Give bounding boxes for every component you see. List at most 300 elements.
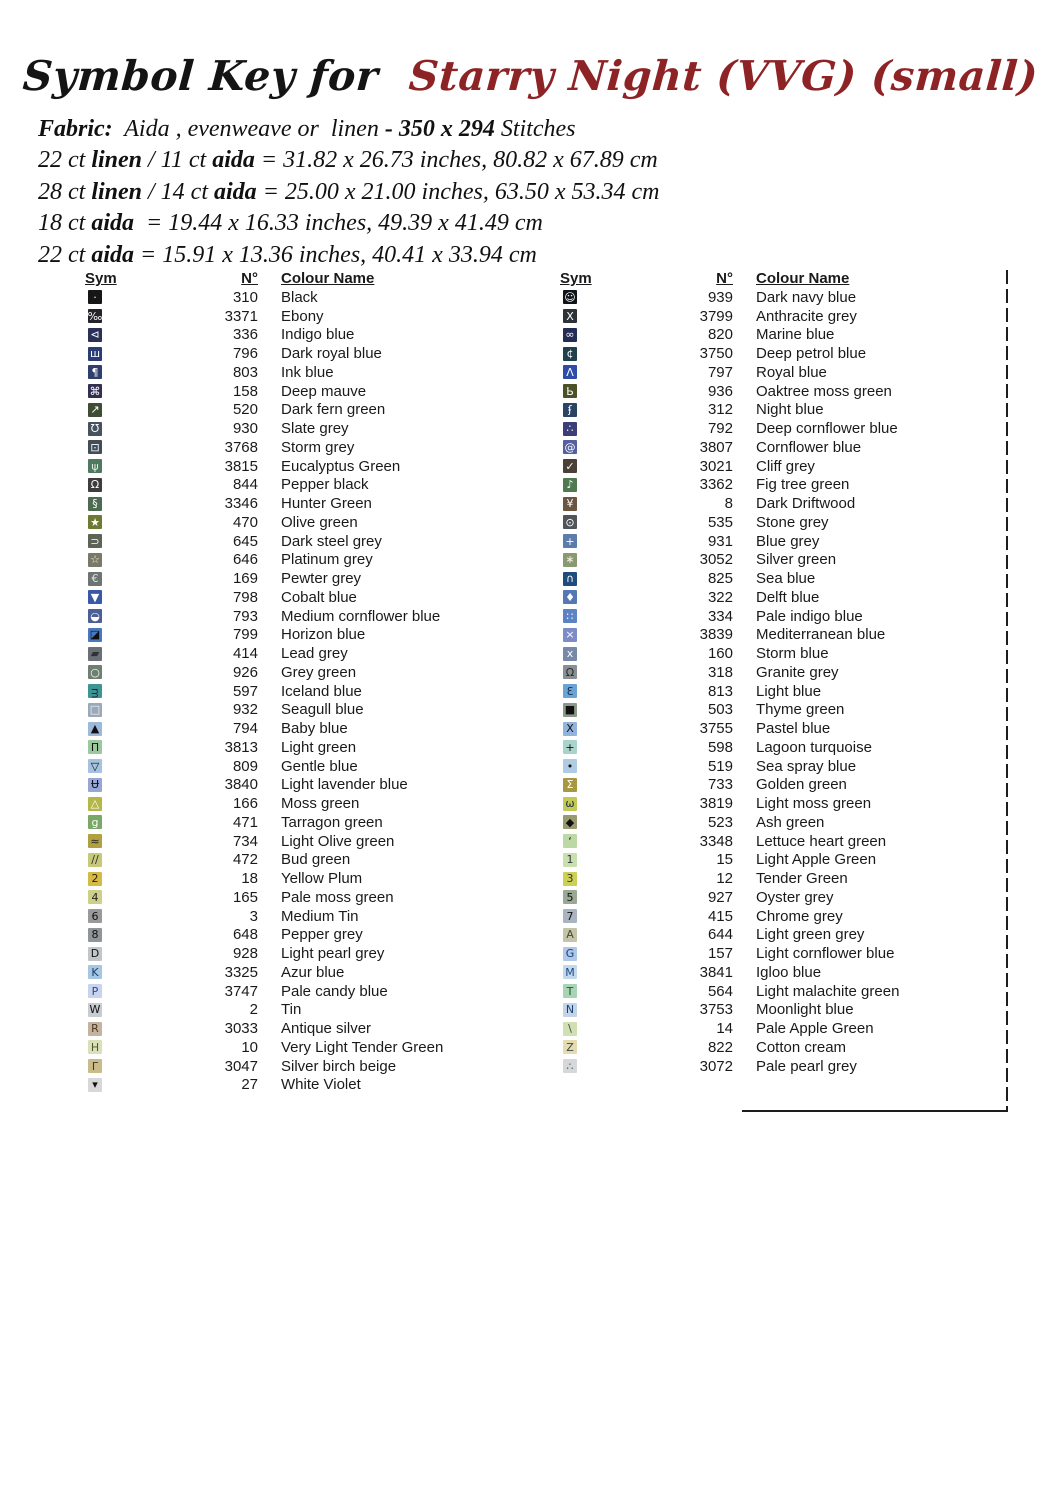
symbol-tile: ⌘	[89, 384, 101, 398]
page-title	[0, 52, 1060, 100]
colour-name: Granite grey	[756, 663, 839, 681]
thread-number: 797	[707, 363, 733, 381]
thread-number: 470	[232, 513, 258, 531]
key-row	[85, 569, 443, 588]
symbol-tile: ◆	[563, 815, 577, 829]
symbol-tile: ʄ	[563, 403, 577, 417]
colour-name: Lettuce heart green	[756, 832, 887, 850]
header-colour-name: Colour Name	[756, 270, 850, 287]
thread-number: 3348	[699, 832, 733, 850]
symbol-tile: 8	[88, 928, 102, 942]
key-row	[85, 344, 443, 363]
symbol-tile: G	[563, 947, 577, 961]
symbol-tile: ■	[564, 703, 576, 717]
colour-name: Storm grey	[281, 438, 355, 456]
thread-number: 3807	[699, 438, 733, 456]
colour-name: Dark Driftwood	[756, 495, 856, 513]
colour-name: Antique silver	[281, 1020, 372, 1038]
key-row	[560, 569, 899, 588]
colour-name: Moss green	[281, 795, 360, 813]
thread-number: 310	[232, 288, 258, 306]
key-row	[85, 832, 443, 851]
symbol-tile: ▲	[88, 722, 102, 736]
symbol-tile: N	[563, 1003, 577, 1017]
thread-number: 813	[707, 682, 733, 700]
key-row	[85, 776, 443, 795]
key-row	[85, 607, 443, 626]
symbol-tile: 6	[88, 909, 102, 923]
key-row	[560, 869, 899, 888]
header-sym: Sym	[560, 270, 592, 287]
key-row	[85, 326, 443, 345]
key-row	[85, 982, 443, 1001]
key-row	[85, 719, 443, 738]
colour-name: Storm blue	[756, 645, 829, 663]
fabric-text: = 19.44 x 16.33 inches, 49.39 x 41.49 cm	[134, 210, 543, 237]
key-table-header	[560, 269, 899, 288]
key-row	[85, 1019, 443, 1038]
fabric-text: aida	[212, 147, 255, 174]
thread-number: 3753	[699, 1001, 733, 1019]
thread-number: 10	[241, 1038, 258, 1056]
colour-name: Golden green	[756, 776, 847, 794]
key-row	[560, 719, 899, 738]
symbol-tile: T	[563, 984, 577, 998]
key-row	[560, 494, 899, 513]
symbol-tile: ▾	[88, 1078, 102, 1092]
thread-number: 799	[232, 626, 258, 644]
key-row	[85, 419, 443, 438]
key-row	[85, 738, 443, 757]
colour-name: Deep petrol blue	[756, 345, 867, 363]
table-bottom-border	[742, 1110, 1008, 1112]
thread-number: 646	[232, 551, 258, 569]
fabric-text: Stitches	[494, 116, 576, 142]
fabric-line	[38, 208, 1018, 239]
key-row	[85, 438, 443, 457]
symbol-tile: +	[563, 740, 577, 754]
symbol-tile: P	[88, 984, 102, 998]
key-row	[85, 532, 443, 551]
colour-name: Mediterranean blue	[756, 626, 886, 644]
colour-name: Chrome grey	[756, 907, 843, 925]
symbol-tile: ‘	[563, 834, 577, 848]
fabric-text: aida	[91, 210, 134, 237]
colour-name: Igloo blue	[756, 963, 822, 981]
key-row	[560, 907, 899, 926]
thread-number: 3021	[699, 457, 733, 475]
thread-number: 932	[232, 701, 258, 719]
thread-number: 312	[707, 401, 733, 419]
key-row	[560, 476, 899, 495]
thread-number: 792	[707, 420, 733, 438]
colour-name: Anthracite grey	[756, 307, 857, 325]
symbol-tile: R	[88, 1022, 102, 1036]
thread-number: 3325	[224, 963, 258, 981]
symbol-tile: ∩	[563, 572, 577, 586]
key-row	[85, 1076, 443, 1095]
thread-number: 930	[232, 420, 258, 438]
symbol-tile: ⊃	[88, 534, 102, 548]
key-row	[560, 363, 899, 382]
colour-name: Pale moss green	[281, 888, 394, 906]
fabric-text: Aida , evenweave or linen	[112, 116, 385, 142]
symbol-tile: ∷	[563, 609, 577, 623]
thread-number: 3840	[224, 776, 258, 794]
symbol-tile: ш	[89, 347, 101, 361]
symbol-tile: ★	[88, 515, 102, 529]
thread-number: 503	[707, 701, 733, 719]
key-row	[560, 1019, 899, 1038]
colour-name: Fig tree green	[756, 476, 850, 494]
symbol-tile: Ɛ	[563, 684, 577, 698]
colour-name: Ebony	[281, 307, 324, 325]
key-row	[560, 794, 899, 813]
fabric-text: = 25.00 x 21.00 inches, 63.50 x 53.34 cm	[256, 178, 660, 205]
key-row	[85, 663, 443, 682]
colour-name: Oyster grey	[756, 888, 834, 906]
key-row	[560, 513, 899, 532]
thread-number: 794	[232, 720, 258, 738]
thread-number: 166	[232, 795, 258, 813]
key-row	[85, 851, 443, 870]
fabric-text: aida	[91, 241, 134, 268]
key-row	[560, 776, 899, 795]
colour-name: Blue grey	[756, 532, 820, 550]
thread-number: 3750	[699, 345, 733, 363]
thread-number: 157	[707, 945, 733, 963]
thread-number: 8	[724, 495, 733, 513]
colour-name: Pepper grey	[281, 926, 363, 944]
thread-number: 3033	[224, 1020, 258, 1038]
symbol-tile: ·	[88, 290, 102, 304]
key-row	[560, 982, 899, 1001]
colour-name: Cobalt blue	[281, 588, 357, 606]
thread-number: 3371	[224, 307, 258, 325]
key-row	[85, 888, 443, 907]
thread-number: 2	[249, 1001, 258, 1019]
colour-name: Pale Apple Green	[756, 1020, 874, 1038]
key-row	[85, 926, 443, 945]
thread-number: 928	[232, 945, 258, 963]
colour-name: Pale indigo blue	[756, 607, 863, 625]
key-row	[560, 963, 899, 982]
thread-number: 3	[249, 907, 258, 925]
symbol-tile: Σ	[563, 778, 577, 792]
symbol-tile: H	[88, 1040, 102, 1054]
fabric-text: 22 ct	[38, 241, 92, 268]
symbol-tile: ⊙	[563, 515, 577, 529]
key-row	[85, 963, 443, 982]
colour-name: Olive green	[281, 513, 358, 531]
symbol-tile: ¶	[88, 365, 102, 379]
key-row	[85, 701, 443, 720]
symbol-tile: Z	[563, 1040, 577, 1054]
key-row	[560, 344, 899, 363]
thread-number: 18	[241, 870, 258, 888]
colour-name: Medium Tin	[281, 907, 359, 925]
thread-number: 644	[707, 926, 733, 944]
fabric-text: - 350 x 294	[384, 116, 495, 142]
thread-number: 3815	[224, 457, 258, 475]
thread-number: 3047	[224, 1057, 258, 1075]
symbol-tile: ∴	[563, 422, 577, 436]
thread-number: 798	[232, 588, 258, 606]
thread-number: 336	[232, 326, 258, 344]
symbol-tile: A	[563, 928, 577, 942]
header-number: N°	[241, 270, 258, 287]
symbol-tile: ✓	[563, 459, 577, 473]
thread-number: 645	[232, 532, 258, 550]
colour-name: Tender Green	[756, 870, 848, 888]
fabric-text: Fabric:	[38, 116, 113, 142]
header-number: N°	[716, 270, 733, 287]
colour-name: Dark royal blue	[281, 345, 382, 363]
symbol-tile: ∗	[563, 553, 577, 567]
symbol-tile: Π	[88, 740, 102, 754]
key-row	[560, 288, 899, 307]
colour-name: Pewter grey	[281, 570, 362, 588]
key-row	[560, 944, 899, 963]
symbol-tile: 3	[563, 872, 577, 886]
key-row	[560, 813, 899, 832]
symbol-tile: M	[563, 965, 577, 979]
fabric-text: = 31.82 x 26.73 inches, 80.82 x 67.89 cm	[254, 147, 658, 174]
symbol-tile: ∕∕	[88, 853, 102, 867]
thread-number: 322	[707, 588, 733, 606]
fabric-text: 28 ct	[38, 178, 92, 205]
colour-name: Tin	[281, 1001, 302, 1019]
colour-name: Oaktree moss green	[756, 382, 892, 400]
key-row	[560, 1038, 899, 1057]
key-row	[85, 1038, 443, 1057]
colour-name: Thyme green	[756, 701, 845, 719]
colour-name: Dark navy blue	[756, 288, 857, 306]
colour-name: Black	[281, 288, 318, 306]
thread-number: 3799	[699, 307, 733, 325]
key-row	[560, 551, 899, 570]
table-right-border	[1006, 270, 1008, 1110]
symbol-tile: ⊡	[88, 440, 102, 454]
symbol-tile: Λ	[563, 365, 577, 379]
key-column-1	[560, 269, 899, 1076]
colour-name: Light green grey	[756, 926, 865, 944]
colour-name: Light blue	[756, 682, 822, 700]
thread-number: 926	[232, 663, 258, 681]
fabric-text: 22 ct	[38, 147, 92, 174]
key-row	[85, 626, 443, 645]
colour-name: Yellow Plum	[281, 870, 363, 888]
colour-name: Light Apple Green	[756, 851, 877, 869]
title-pattern-name: Starry Night (VVG) (small)	[406, 52, 1040, 100]
key-row	[560, 626, 899, 645]
colour-name: Pepper black	[281, 476, 369, 494]
thread-number: 598	[707, 738, 733, 756]
symbol-tile: ℧	[88, 422, 102, 436]
thread-number: 3747	[224, 982, 258, 1000]
symbol-tile: 5	[563, 890, 577, 904]
symbol-tile: \	[563, 1022, 577, 1036]
symbol-tile: §	[88, 497, 102, 511]
key-row	[560, 926, 899, 945]
thread-number: 927	[707, 888, 733, 906]
fabric-text: aida	[214, 178, 257, 205]
key-row	[560, 457, 899, 476]
symbol-tile: D	[88, 947, 102, 961]
thread-number: 803	[232, 363, 258, 381]
key-row	[85, 401, 443, 420]
symbol-tile: Ω	[563, 665, 577, 679]
symbol-tile: ▽	[88, 759, 102, 773]
colour-name: Iceland blue	[281, 682, 362, 700]
symbol-tile: ♦	[563, 590, 577, 604]
colour-name: Light Olive green	[281, 832, 395, 850]
colour-name: Dark fern green	[281, 401, 386, 419]
symbol-tile: Χ	[563, 722, 577, 736]
symbol-tile: Ʉ	[88, 778, 102, 792]
key-row	[85, 476, 443, 495]
thread-number: 169	[232, 570, 258, 588]
key-row	[85, 644, 443, 663]
thread-number: 822	[707, 1038, 733, 1056]
colour-name: Night blue	[756, 401, 824, 419]
thread-number: 931	[707, 532, 733, 550]
symbol-tile: •	[563, 759, 577, 773]
thread-number: 939	[707, 288, 733, 306]
colour-name: Marine blue	[756, 326, 835, 344]
symbol-tile: g	[88, 815, 102, 829]
colour-name: Deep cornflower blue	[756, 420, 898, 438]
key-row	[85, 551, 443, 570]
key-row	[560, 644, 899, 663]
fabric-line	[38, 240, 1018, 271]
colour-name: Pastel blue	[756, 720, 831, 738]
key-row	[85, 288, 443, 307]
thread-number: 415	[707, 907, 733, 925]
symbol-tile: ∴	[563, 1059, 577, 1073]
symbol-tile: □	[89, 703, 101, 717]
thread-number: 520	[232, 401, 258, 419]
colour-name: Very Light Tender Green	[281, 1038, 444, 1056]
key-row	[560, 682, 899, 701]
key-row	[560, 832, 899, 851]
symbol-tile: ≈	[88, 834, 102, 848]
fabric-text: 18 ct	[38, 210, 92, 237]
key-table-header	[85, 269, 443, 288]
key-row	[85, 363, 443, 382]
key-row	[560, 1057, 899, 1076]
thread-number: 820	[707, 326, 733, 344]
symbol-tile: ▰	[88, 647, 102, 661]
thread-number: 160	[707, 645, 733, 663]
thread-number: 793	[232, 607, 258, 625]
colour-name: Azur blue	[281, 963, 345, 981]
colour-name: Pale pearl grey	[756, 1057, 857, 1075]
colour-name: Delft blue	[756, 588, 820, 606]
colour-name: Indigo blue	[281, 326, 355, 344]
colour-name: White Violet	[281, 1076, 361, 1094]
key-row	[560, 738, 899, 757]
thread-number: 3768	[224, 438, 258, 456]
thread-number: 27	[241, 1076, 258, 1094]
key-row	[560, 532, 899, 551]
key-row	[560, 326, 899, 345]
symbol-tile: ⊲	[88, 328, 102, 342]
thread-number: 334	[707, 607, 733, 625]
fabric-text: = 15.91 x 13.36 inches, 40.41 x 33.94 cm	[134, 241, 537, 268]
thread-number: 936	[707, 382, 733, 400]
title-prefix: Symbol Key for	[20, 52, 380, 100]
key-row	[560, 382, 899, 401]
key-row	[560, 1001, 899, 1020]
thread-number: 471	[232, 813, 258, 831]
colour-name: Silver green	[756, 551, 837, 569]
thread-number: 3755	[699, 720, 733, 738]
symbol-tile: ω	[563, 797, 577, 811]
symbol-tile: ▼	[88, 590, 102, 604]
thread-number: 564	[707, 982, 733, 1000]
thread-number: 734	[232, 832, 258, 850]
thread-number: 165	[232, 888, 258, 906]
colour-name: Bud green	[281, 851, 351, 869]
colour-name: Pale candy blue	[281, 982, 388, 1000]
thread-number: 844	[232, 476, 258, 494]
thread-number: 733	[707, 776, 733, 794]
symbol-tile: X	[563, 309, 577, 323]
key-row	[560, 757, 899, 776]
symbol-tile: ¢	[563, 347, 577, 361]
symbol-tile: W	[89, 1003, 101, 1017]
colour-name: Horizon blue	[281, 626, 366, 644]
key-row	[560, 851, 899, 870]
fabric-text: linen	[91, 147, 143, 174]
thread-number: 3072	[699, 1057, 733, 1075]
thread-number: 519	[707, 757, 733, 775]
key-row	[560, 588, 899, 607]
colour-name: Hunter Green	[281, 495, 372, 513]
key-row	[85, 869, 443, 888]
fabric-text: / 14 ct	[142, 178, 215, 205]
key-row	[560, 307, 899, 326]
key-row	[85, 457, 443, 476]
fabric-line	[38, 114, 1018, 145]
key-row	[85, 513, 443, 532]
thread-number: 318	[707, 663, 733, 681]
thread-number: 14	[716, 1020, 733, 1038]
fabric-text: linen	[91, 178, 143, 205]
thread-number: 12	[716, 870, 733, 888]
symbol-tile: Ω	[88, 478, 102, 492]
key-row	[560, 663, 899, 682]
symbol-tile: 1	[563, 853, 577, 867]
thread-number: 3839	[699, 626, 733, 644]
symbol-tile: 2	[88, 872, 102, 886]
key-row	[85, 307, 443, 326]
thread-number: 809	[232, 757, 258, 775]
thread-number: 825	[707, 570, 733, 588]
thread-number: 796	[232, 345, 258, 363]
symbol-tile: ◪	[89, 628, 101, 642]
symbol-tile: Γ	[88, 1059, 102, 1073]
symbol-tile: +	[563, 534, 577, 548]
thread-number: 597	[232, 682, 258, 700]
colour-name: Baby blue	[281, 720, 348, 738]
colour-name: Lead grey	[281, 645, 348, 663]
colour-name: Light malachite green	[756, 982, 900, 1000]
key-row	[85, 494, 443, 513]
thread-number: 648	[232, 926, 258, 944]
header-sym: Sym	[85, 270, 117, 287]
